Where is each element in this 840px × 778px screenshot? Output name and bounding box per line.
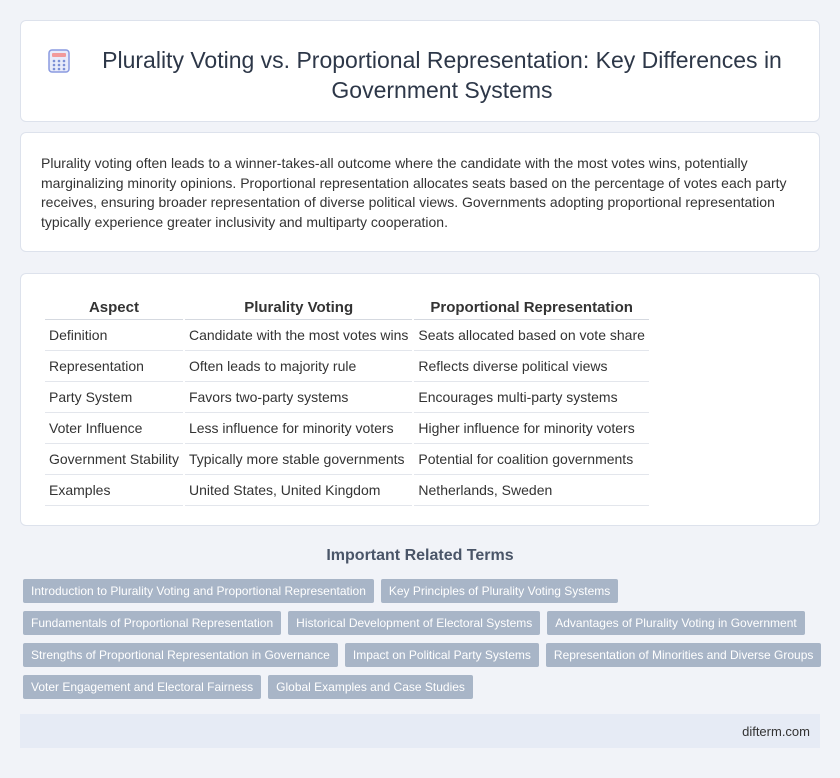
column-header-plurality: Plurality Voting (185, 296, 412, 320)
related-term-tag[interactable]: Representation of Minorities and Diverse Groups (546, 643, 821, 667)
table-cell: Government Stability (45, 444, 183, 475)
related-term-tag[interactable]: Global Examples and Case Studies (268, 675, 473, 699)
related-term-tag[interactable]: Key Principles of Plurality Voting Systems (381, 579, 618, 603)
header-card (20, 20, 820, 122)
tag-row (23, 611, 823, 635)
footer-site-link[interactable]: difterm.com (742, 724, 810, 739)
column-header-proportional: Proportional Representation (414, 296, 649, 320)
table-cell: United States, United Kingdom (185, 475, 412, 506)
related-terms-list (23, 579, 823, 707)
related-term-tag[interactable]: Introduction to Plurality Voting and Proportional Representation (23, 579, 374, 603)
table-cell: Less influence for minority voters (185, 413, 412, 444)
table-cell: Favors two-party systems (185, 382, 412, 413)
table-cell: Netherlands, Sweden (414, 475, 649, 506)
tag-row (23, 675, 823, 699)
table-cell: Voter Influence (45, 413, 183, 444)
table-header-row (45, 296, 649, 320)
table-cell: Candidate with the most votes wins (185, 320, 412, 351)
page-title: Plurality Voting vs. Proportional Representation: Key Differences in Government Systems (102, 47, 782, 103)
table-cell: Typically more stable governments (185, 444, 412, 475)
table-row (45, 475, 649, 506)
comparison-table (43, 296, 651, 506)
related-terms-heading: Important Related Terms (326, 547, 514, 564)
related-term-tag[interactable]: Historical Development of Electoral Systems (288, 611, 540, 635)
table-cell: Representation (45, 351, 183, 382)
table-row (45, 351, 649, 382)
table-row (45, 320, 649, 351)
table-cell: Reflects diverse political views (414, 351, 649, 382)
related-term-tag[interactable]: Impact on Political Party Systems (345, 643, 539, 667)
table-cell: Often leads to majority rule (185, 351, 412, 382)
table-cell: Examples (45, 475, 183, 506)
table-cell: Definition (45, 320, 183, 351)
related-term-tag[interactable]: Voter Engagement and Electoral Fairness (23, 675, 261, 699)
table-cell: Potential for coalition governments (414, 444, 649, 475)
summary-text: Plurality voting often leads to a winner-takes-all outcome where the candidate with the most votes wins, potentially marginalizing minority opinions. Proportional representation allocates seats based on the percentage of votes each party receives, ensuring broader representation of diverse political views. Governments adopting proportional representation typically experience greater inclusivity and multiparty cooperation. (41, 155, 787, 230)
column-header-aspect: Aspect (45, 296, 183, 320)
comparison-table-card (20, 273, 820, 526)
related-term-tag[interactable]: Fundamentals of Proportional Representation (23, 611, 281, 635)
footer (20, 714, 820, 748)
related-term-tag[interactable]: Strengths of Proportional Representation in Governance (23, 643, 338, 667)
summary-card (20, 132, 820, 252)
table-row (45, 382, 649, 413)
table-cell: Higher influence for minority voters (414, 413, 649, 444)
related-term-tag[interactable]: Advantages of Plurality Voting in Government (547, 611, 804, 635)
table-row (45, 413, 649, 444)
table-cell: Encourages multi-party systems (414, 382, 649, 413)
table-cell: Party System (45, 382, 183, 413)
tag-row (23, 579, 823, 603)
calculator-icon (48, 49, 70, 73)
table-cell: Seats allocated based on vote share (414, 320, 649, 351)
tag-row (23, 643, 823, 667)
table-row (45, 444, 649, 475)
